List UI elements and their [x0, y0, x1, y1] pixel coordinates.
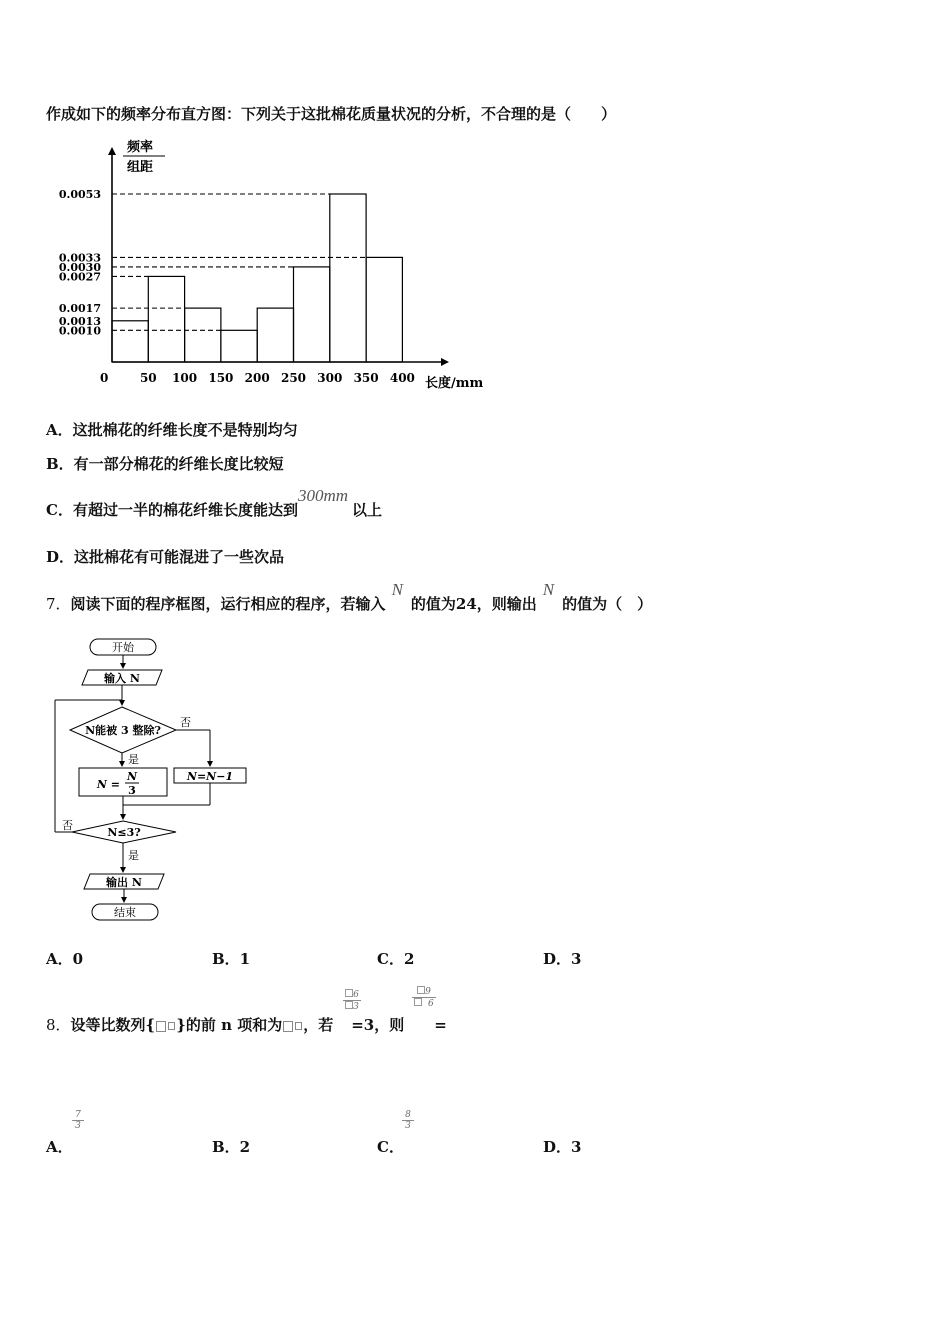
formula-placeholder-icon — [168, 1022, 175, 1030]
x-axis-arrow-icon — [441, 358, 449, 366]
y-tick-label: 0.0033 — [58, 251, 101, 265]
q8-option-a-num: 7 — [75, 1110, 81, 1120]
q8-option-a-label: A． — [46, 1138, 73, 1156]
x-tick-label: 100 — [172, 371, 198, 385]
q8-text-5: = — [434, 1016, 447, 1034]
x-tick-label: 50 — [139, 371, 157, 385]
x-tick-label: 250 — [280, 371, 307, 385]
q8-option-c[interactable] — [377, 1136, 404, 1157]
flow-divide-numerator: N — [126, 770, 138, 783]
q8-option-d[interactable]: D．3 — [543, 1138, 582, 1156]
x-tick-label: 150 — [208, 371, 234, 385]
q7-stem — [46, 580, 653, 614]
q8-fraction-2-den: 6 — [428, 999, 434, 1009]
q8-option-b[interactable]: B．2 — [212, 1138, 251, 1156]
q6-option-a[interactable]: A．这批棉花的纤维长度不是特别均匀 — [46, 421, 298, 439]
y-tick-label: 0.0013 — [58, 314, 101, 328]
x-tick-label: 350 — [353, 371, 379, 385]
y-tick-label: 0.0017 — [58, 302, 101, 316]
y-tick-label: 0.0027 — [58, 270, 101, 284]
x-tick-label: 300 — [317, 371, 343, 385]
flow-condition-le3-label: N≤3? — [107, 826, 141, 839]
program-flowchart — [50, 635, 260, 927]
question-intro: 作成如下的频率分布直方图：下列关于这批棉花质量状况的分析，不合理的是（ ） — [46, 105, 617, 123]
histogram-bar — [294, 267, 330, 362]
histogram-bar — [148, 276, 184, 362]
histogram-bar — [221, 330, 257, 362]
origin-label: 0 — [100, 371, 109, 385]
q7-text-2: 的值为24，则输出 — [410, 595, 537, 613]
histogram-bar — [112, 321, 148, 362]
q8-option-c-num: 8 — [405, 1110, 411, 1120]
q8-option-a-den: 3 — [72, 1120, 84, 1131]
flow-end-label: 结束 — [114, 906, 136, 919]
y-tick-label: 0.0053 — [58, 188, 101, 201]
flow-output-label: 输出 N — [106, 876, 142, 889]
q8-option-a[interactable] — [46, 1136, 73, 1157]
q8-fraction-1-num: 6 — [353, 990, 359, 1000]
q7-option-c[interactable]: C．2 — [377, 950, 415, 968]
flow-start-label: 开始 — [112, 641, 134, 654]
frequency-histogram — [55, 135, 495, 395]
q6-option-d[interactable]: D．这批棉花有可能混进了一些次品 — [46, 548, 285, 566]
q7-option-a[interactable]: A．0 — [46, 950, 84, 968]
x-axis-label: 长度/mm — [425, 376, 484, 391]
q8-text-2: }的前 n 项和为 — [176, 1016, 283, 1034]
q8-fraction-2 — [412, 986, 436, 1009]
q8-number: 8． — [46, 1016, 71, 1034]
x-tick-label: 400 — [389, 371, 415, 385]
x-tick-label: 200 — [244, 371, 270, 385]
histogram-bar — [330, 194, 366, 362]
y-label-bottom: 组距 — [127, 160, 154, 175]
y-tick-label: 0.0030 — [58, 260, 101, 274]
q7-option-b[interactable]: B．1 — [212, 950, 251, 968]
formula-placeholder-icon — [156, 1021, 166, 1032]
q7-text-1: 阅读下面的程序框图，运行相应的程序，若输入 — [70, 595, 386, 613]
q8-stem — [46, 1014, 447, 1035]
q8-text-4: =3，则 — [351, 1016, 405, 1034]
histogram-bar — [257, 308, 293, 362]
histogram-bar — [366, 257, 402, 362]
q6-option-c[interactable] — [46, 486, 383, 520]
q6-option-b[interactable]: B．有一部分棉花的纤维长度比较短 — [46, 455, 284, 473]
q8-fraction-1 — [343, 989, 361, 1012]
q6-option-c-math: 300mm — [297, 486, 349, 505]
flow-yes-label-2: 是 — [128, 849, 139, 862]
formula-placeholder-icon — [295, 1022, 302, 1030]
q7-number: 7． — [46, 595, 71, 613]
y-axis-arrow-icon — [108, 147, 116, 155]
q8-text-3: ，若 — [303, 1016, 334, 1034]
q6-option-c-suffix: 以上 — [352, 501, 383, 519]
q7-option-d[interactable]: D．3 — [543, 950, 582, 968]
formula-placeholder-icon — [283, 1021, 293, 1032]
q8-option-c-label: C． — [377, 1138, 404, 1156]
flow-condition-divisible-label: N能被 3 整除? — [85, 724, 161, 737]
flow-yes-label-1: 是 — [128, 753, 139, 766]
q8-option-c-fraction — [402, 1110, 414, 1131]
flow-minus-label: N=N−1 — [186, 770, 234, 783]
y-tick-label: 0.0010 — [58, 324, 101, 338]
flow-no-label-1: 否 — [180, 716, 191, 729]
flow-divide-lhs: N = — [96, 778, 120, 791]
q7-var-n-2: N — [542, 580, 555, 599]
q8-option-a-fraction — [72, 1110, 84, 1131]
q8-fraction-2-num: 9 — [425, 987, 431, 997]
q6-option-c-text: C．有超过一半的棉花纤维长度能达到 — [46, 501, 298, 519]
q7-var-n-1: N — [391, 580, 403, 599]
q8-text-1: 设等比数列{ — [70, 1016, 156, 1034]
flow-no-label-2: 否 — [62, 819, 73, 832]
q8-option-c-den: 3 — [402, 1120, 414, 1131]
q8-fraction-1-den: 3 — [353, 1002, 359, 1012]
flow-divide-denominator: 3 — [128, 784, 136, 797]
y-label-top: 频率 — [127, 140, 154, 155]
histogram-bar — [185, 308, 221, 362]
q7-text-3: 的值为（ ） — [562, 595, 653, 613]
flow-divide-node — [79, 768, 167, 796]
flow-input-label: 输入 N — [104, 672, 140, 685]
